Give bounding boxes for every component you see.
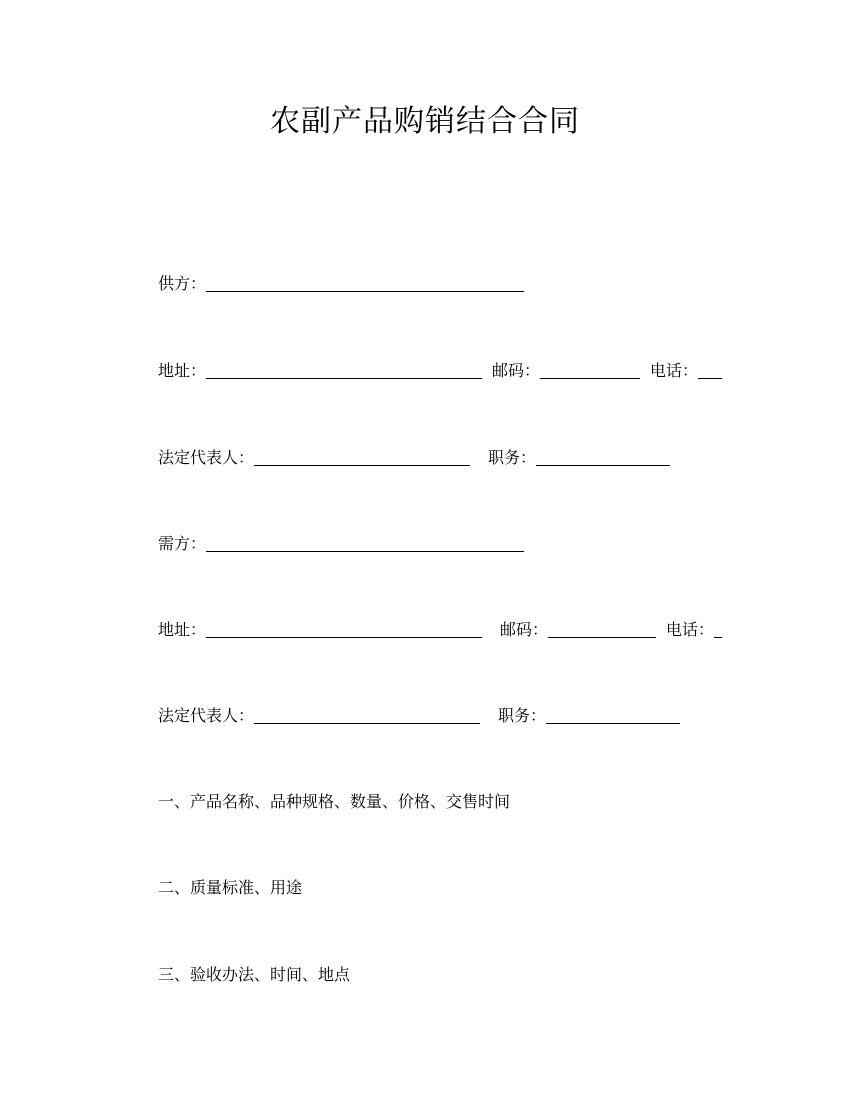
supplier-address-line bbox=[158, 359, 722, 383]
supplier-phone-label: 电话： bbox=[650, 361, 699, 380]
supplier-position-field[interactable] bbox=[536, 446, 670, 466]
supplier-address-label: 地址： bbox=[158, 361, 207, 380]
buyer-postcode-label: 邮码： bbox=[500, 620, 549, 639]
section-heading: 二、质量标准、用途 bbox=[158, 878, 303, 897]
supplier-phone-field[interactable] bbox=[698, 359, 722, 379]
buyer-position-label: 职务： bbox=[498, 706, 547, 725]
buyer-name-line bbox=[158, 532, 524, 556]
buyer-representative-label: 法定代表人： bbox=[158, 706, 255, 725]
supplier-representative-label: 法定代表人： bbox=[158, 448, 255, 467]
buyer-phone-label: 电话： bbox=[666, 620, 715, 639]
supplier-label: 供方： bbox=[158, 274, 207, 293]
buyer-address-label: 地址： bbox=[158, 620, 207, 639]
supplier-representative-line bbox=[158, 446, 670, 470]
buyer-representative-line bbox=[158, 704, 680, 728]
supplier-representative-field[interactable] bbox=[254, 446, 470, 466]
supplier-name-line bbox=[158, 272, 524, 296]
buyer-label: 需方： bbox=[158, 534, 207, 553]
buyer-phone-field[interactable] bbox=[714, 618, 722, 638]
supplier-position-label: 职务： bbox=[488, 448, 537, 467]
buyer-postcode-field[interactable] bbox=[548, 618, 656, 638]
buyer-representative-field[interactable] bbox=[254, 704, 480, 724]
section-heading: 一、产品名称、品种规格、数量、价格、交售时间 bbox=[158, 792, 511, 811]
buyer-address-field[interactable] bbox=[206, 618, 482, 638]
supplier-address-field[interactable] bbox=[206, 359, 482, 379]
section-heading: 三、验收办法、时间、地点 bbox=[158, 965, 351, 984]
document-title: 农副产品购销结合合同 bbox=[270, 104, 580, 139]
supplier-name-field[interactable] bbox=[206, 272, 524, 292]
buyer-address-line bbox=[158, 618, 722, 642]
supplier-postcode-label: 邮码： bbox=[492, 361, 541, 380]
supplier-postcode-field[interactable] bbox=[540, 359, 640, 379]
buyer-name-field[interactable] bbox=[206, 532, 524, 552]
buyer-position-field[interactable] bbox=[546, 704, 680, 724]
